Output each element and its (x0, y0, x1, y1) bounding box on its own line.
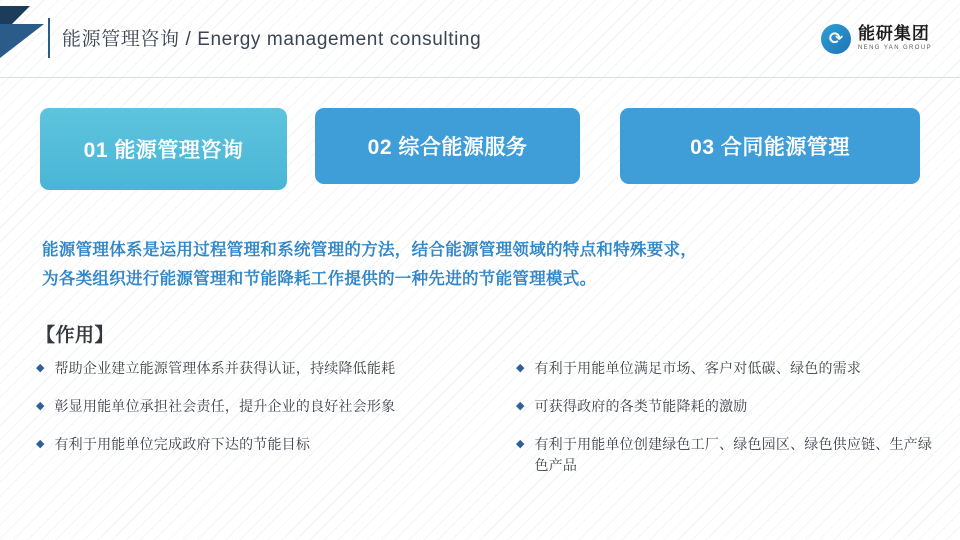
diamond-bullet-icon: ◆ (36, 362, 45, 374)
list-item-label: 有利于用能单位满足市场、客户对低碳、绿色的需求 (534, 360, 862, 376)
diamond-bullet-icon: ◆ (36, 400, 45, 412)
header-divider (48, 18, 50, 58)
header-rule (0, 77, 960, 78)
diamond-bullet-icon: ◆ (516, 362, 525, 374)
list-item-label: 彰显用能单位承担社会责任，提升企业的良好社会形象 (54, 398, 396, 414)
bullet-list (36, 358, 936, 493)
diamond-bullet-icon: ◆ (516, 438, 525, 450)
bullet-column-left (36, 358, 516, 493)
list-item (36, 396, 506, 417)
tab-integrated-energy-service[interactable]: 02 综合能源服务 (315, 108, 580, 184)
page-title: 能源管理咨询 / Energy management consulting (62, 29, 482, 50)
corner-decoration-icon (0, 6, 48, 68)
diamond-bullet-icon: ◆ (36, 438, 45, 450)
list-item (516, 396, 936, 417)
list-item-label: 有利于用能单位创建绿色工厂、绿色园区、绿色供应链、生产绿色产品 (534, 436, 933, 473)
list-item-label: 帮助企业建立能源管理体系并获得认证，持续降低能耗 (54, 360, 396, 376)
section-tabs (40, 108, 920, 194)
list-item (516, 358, 936, 379)
intro-line-2: 为各类组织进行能源管理和节能降耗工作提供的一种先进的节能管理模式。 (42, 270, 597, 288)
diamond-bullet-icon: ◆ (516, 400, 525, 412)
list-item (36, 358, 506, 379)
list-item (36, 434, 506, 455)
company-logo (821, 20, 932, 58)
tab-contract-energy-management[interactable]: 03 合同能源管理 (620, 108, 920, 184)
list-item (516, 434, 936, 476)
swirl-logo-icon: ⟳ (821, 24, 851, 54)
bullet-column-right (516, 358, 936, 493)
intro-paragraph (42, 236, 922, 294)
tab-energy-management-consulting[interactable]: 01 能源管理咨询 (40, 108, 287, 190)
logo-name-en: NENG YAN GROUP (857, 45, 932, 51)
intro-line-1: 能源管理体系是运用过程管理和系统管理的方法，结合能源管理领域的特点和特殊要求， (42, 241, 698, 259)
slide-header (0, 0, 960, 78)
list-item-label: 可获得政府的各类节能降耗的激励 (534, 398, 748, 414)
logo-name-cn: 能研集团 (857, 24, 930, 43)
section-heading: 【作用】 (36, 325, 115, 346)
list-item-label: 有利于用能单位完成政府下达的节能目标 (54, 436, 311, 452)
